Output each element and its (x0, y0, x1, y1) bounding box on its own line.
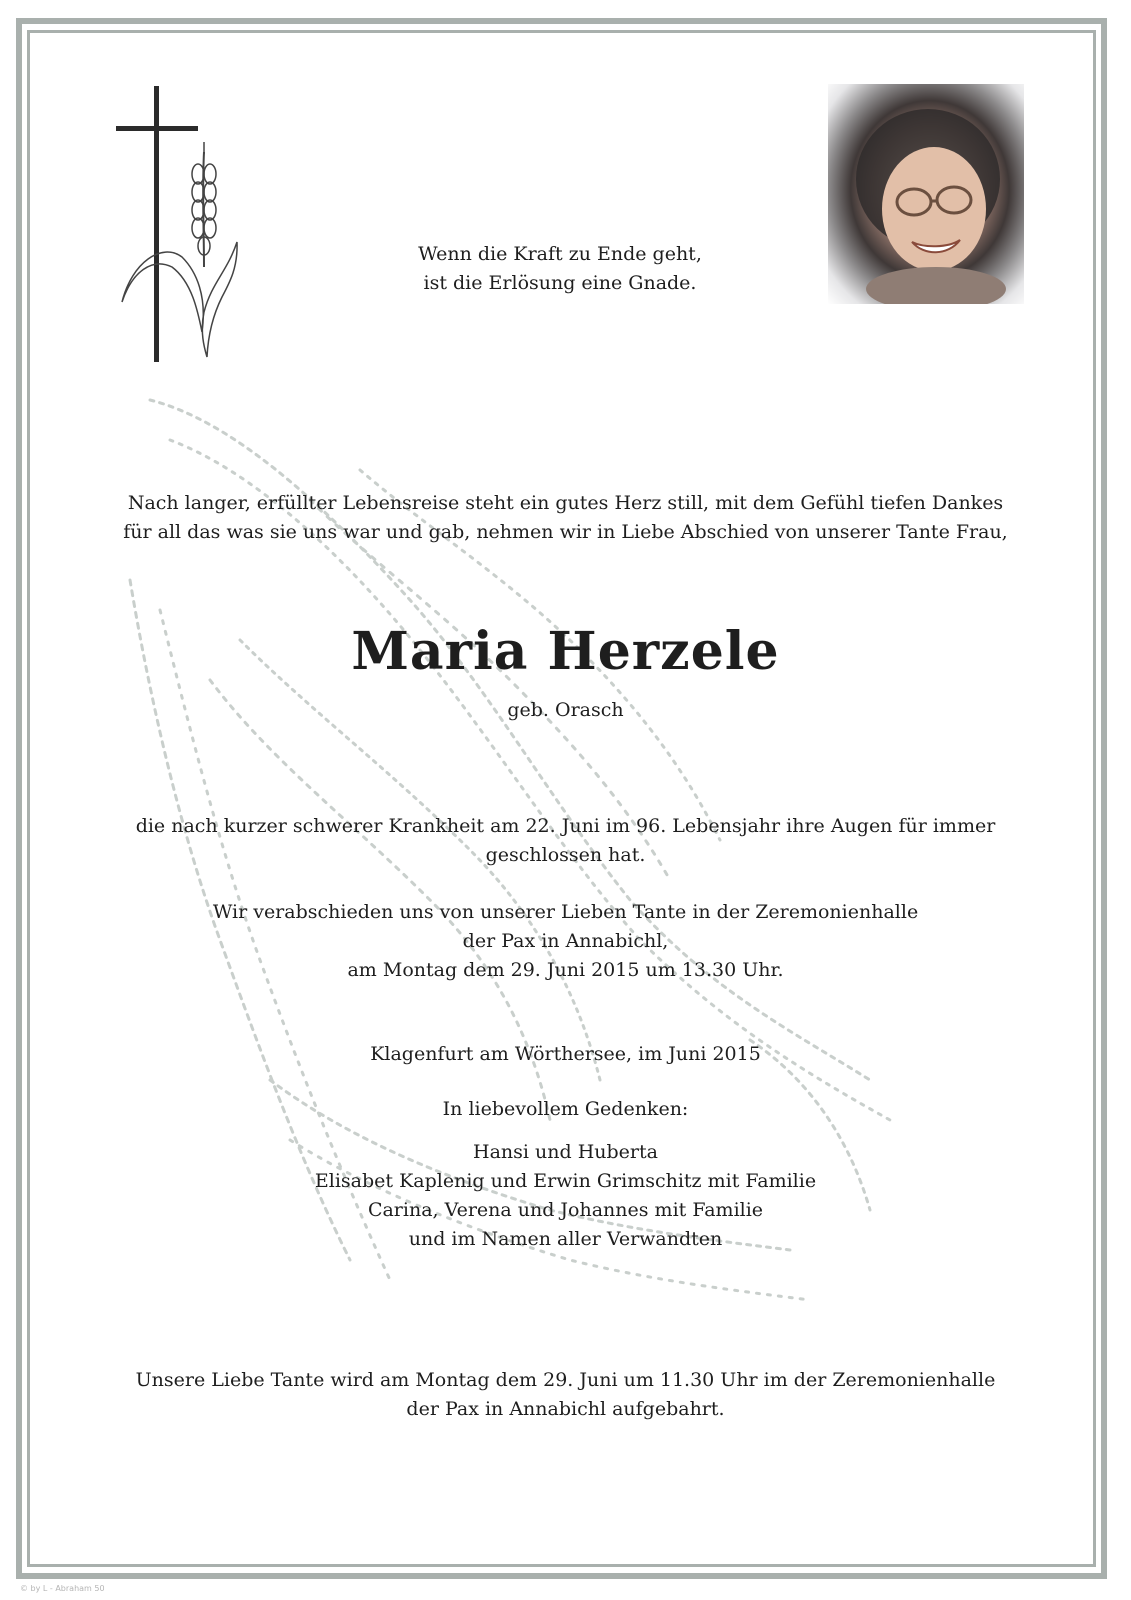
mourners-list (0, 1138, 1131, 1254)
farewell-line: der Pax in Annabichl, (462, 930, 669, 952)
memory-heading: In liebevollem Gedenken: (442, 1098, 689, 1120)
intro-line: Nach langer, erfüllter Lebensreise steht ein gutes Herz still, mit dem Gefühl tiefen Dankes (127, 492, 1004, 514)
intro-paragraph (0, 489, 1131, 547)
passing-line: geschlossen hat. (485, 844, 646, 866)
mourner-line: und im Namen aller Verwandten (408, 1228, 723, 1250)
epigraph-line: Wenn die Kraft zu Ende geht, (418, 243, 702, 265)
farewell-line: Wir verabschieden uns von unserer Lieben Tante in der Zeremonienhalle (212, 901, 919, 923)
epigraph-line: ist die Erlösung eine Gnade. (423, 272, 697, 294)
farewell-line: am Montag dem 29. Juni 2015 um 13.30 Uhr. (347, 959, 784, 981)
copyright-mark: © by L - Abraham 50 (20, 1584, 105, 1593)
lying-line: Unsere Liebe Tante wird am Montag dem 29. Juni um 11.30 Uhr im der Zeremonienhalle (135, 1369, 996, 1391)
portrait-photo (828, 84, 1024, 304)
birth-name: geb. Orasch (507, 699, 624, 721)
lying-line: der Pax in Annabichl aufgebahrt. (406, 1398, 725, 1420)
farewell-paragraph (0, 898, 1131, 985)
passing-line: die nach kurzer schwerer Krankheit am 22. Juni im 96. Lebensjahr ihre Augen für immer (135, 815, 996, 837)
intro-line: für all das was sie uns war und gab, nehmen wir in Liebe Abschied von unserer Tante Frau, (123, 521, 1008, 543)
mourner-line: Hansi und Huberta (473, 1141, 658, 1163)
lying-in-state-paragraph (0, 1366, 1131, 1424)
place-date: Klagenfurt am Wörthersee, im Juni 2015 (370, 1043, 761, 1065)
mourner-line: Carina, Verena und Johannes mit Familie (367, 1199, 764, 1221)
epigraph (300, 240, 820, 298)
cross-with-wheat-icon (112, 82, 242, 367)
passing-paragraph (0, 812, 1131, 870)
mourner-line: Elisabet Kaplenig und Erwin Grimschitz mit Familie (314, 1170, 817, 1192)
deceased-name: Maria Herzele (351, 621, 780, 682)
